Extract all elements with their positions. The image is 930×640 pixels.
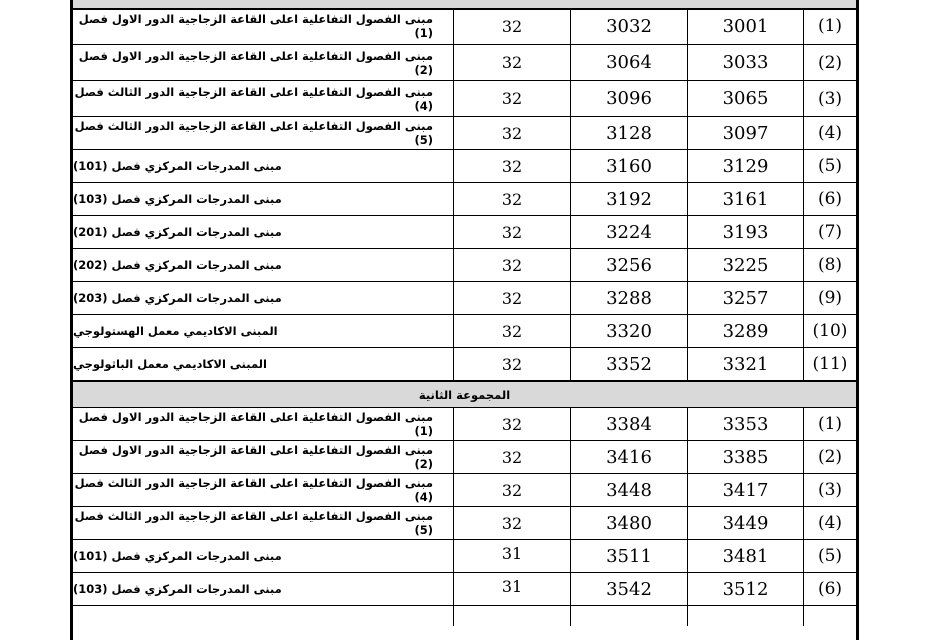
table-row: [73, 441, 856, 474]
table-row: [73, 8, 856, 45]
seat-to-cell: 3320: [571, 315, 688, 347]
seat-from-cell: 3065: [688, 81, 804, 116]
row-index-cell: (6): [817, 579, 843, 599]
location-cell: مبنى الفصول التفاعلية اعلى القاعة الزجاجية الدور الثالث فصل (5): [73, 117, 454, 149]
seat-to-cell: 3416: [571, 441, 688, 473]
seat-to-cell: 3542: [571, 573, 688, 605]
location-cell: مبنى المدرجات المركزي فصل (201): [73, 216, 454, 248]
location-cell: مبنى الفصول التفاعلية اعلى القاعة الزجاجية الدور الثالث فصل (4): [73, 81, 454, 116]
seat-to-cell: 3352: [571, 348, 688, 380]
seating-table: [73, 8, 856, 626]
count-cell: 32: [454, 216, 571, 248]
seat-from-cell: 3449: [688, 507, 804, 539]
row-index-cell: [804, 606, 856, 626]
group-two-heading: المجموعة الثانية: [73, 381, 856, 408]
row-index-cell: (2): [817, 52, 843, 73]
table-row: [73, 117, 856, 150]
count-cell: 32: [454, 474, 571, 506]
location-cell: مبنى الفصول التفاعلية اعلى القاعة الزجاجية الدور الثالث فصل (4): [73, 474, 454, 506]
count-cell: 32: [454, 81, 571, 116]
row-index-cell: (2): [817, 447, 843, 467]
seat-to-cell: 3064: [571, 45, 688, 80]
seat-to-cell: 3511: [571, 540, 688, 572]
location-cell: مبنى الفصول التفاعلية اعلى القاعة الزجاجية الدور الثالث فصل (5): [73, 507, 454, 539]
table-row: [73, 183, 856, 216]
count-cell: 32: [454, 45, 571, 80]
location-cell: مبنى الفصول التفاعلية اعلى القاعة الزجاجية الدور الاول فصل (2): [73, 441, 454, 473]
table-row: [73, 348, 856, 381]
location-cell: مبنى المدرجات المركزي فصل (103): [73, 573, 454, 605]
row-index-cell: (6): [817, 189, 843, 209]
seat-from-cell: 3417: [688, 474, 804, 506]
table-row: [73, 81, 856, 117]
seating-table-sheet: [70, 0, 859, 640]
seat-from-cell: 3385: [688, 441, 804, 473]
table-row: [73, 216, 856, 249]
seat-from-cell: 3353: [688, 408, 804, 440]
row-index-cell: (4): [817, 123, 843, 143]
row-index-cell: (4): [817, 513, 843, 533]
seat-from-cell: 3225: [688, 249, 804, 281]
seat-to-cell: 3480: [571, 507, 688, 539]
count-cell: 31: [454, 540, 571, 572]
seat-to-cell: 3224: [571, 216, 688, 248]
count-cell: 32: [454, 348, 571, 380]
count-cell: 32: [454, 117, 571, 149]
seat-from-cell: 3161: [688, 183, 804, 215]
table-row: [73, 408, 856, 441]
table-row: [73, 507, 856, 540]
location-cell: مبنى المدرجات المركزي فصل (101): [73, 540, 454, 572]
count-cell: 32: [454, 408, 571, 440]
row-index-cell: (1): [817, 16, 843, 36]
location-cell: [73, 606, 454, 626]
location-cell: مبنى المدرجات المركزي فصل (101): [73, 150, 454, 182]
table-row: [73, 150, 856, 183]
count-cell: 31: [454, 573, 571, 605]
row-index-cell: (3): [817, 480, 843, 500]
seat-to-cell: 3192: [571, 183, 688, 215]
table-row-partial: [73, 606, 856, 626]
seat-to-cell: 3384: [571, 408, 688, 440]
count-cell: 32: [454, 282, 571, 314]
row-index-cell: (10): [812, 321, 848, 341]
table-row: [73, 573, 856, 606]
seat-from-cell: 3257: [688, 282, 804, 314]
seat-from-cell: 3033: [688, 45, 804, 80]
seat-from-cell: 3001: [688, 8, 804, 44]
seat-from-cell: 3129: [688, 150, 804, 182]
row-index-cell: (1): [817, 414, 843, 434]
location-cell: المبنى الاكاديمي معمل الهستولوجي: [73, 315, 454, 347]
seat-from-cell: 3321: [688, 348, 804, 380]
seat-to-cell: 3448: [571, 474, 688, 506]
count-cell: 32: [454, 249, 571, 281]
count-cell: [454, 606, 571, 626]
seat-from-cell: 3097: [688, 117, 804, 149]
count-cell: 32: [454, 8, 571, 44]
location-cell: مبنى المدرجات المركزي فصل (202): [73, 249, 454, 281]
row-index-cell: (5): [817, 156, 843, 176]
row-index-cell: (5): [817, 546, 843, 566]
table-row: [73, 540, 856, 573]
location-cell: مبنى المدرجات المركزي فصل (103): [73, 183, 454, 215]
row-index-cell: (9): [817, 288, 843, 308]
seat-to-cell: 3096: [571, 81, 688, 116]
table-row: [73, 282, 856, 315]
seat-to-cell: 3288: [571, 282, 688, 314]
seat-to-cell: 3160: [571, 150, 688, 182]
count-cell: 32: [454, 507, 571, 539]
location-cell: مبنى الفصول التفاعلية اعلى القاعة الزجاجية الدور الاول فصل (1): [73, 408, 454, 440]
location-cell: مبنى الفصول التفاعلية اعلى القاعة الزجاجية الدور الاول فصل (1): [73, 8, 454, 44]
seat-to-cell: 3128: [571, 117, 688, 149]
row-index-cell: (11): [812, 354, 848, 374]
location-cell: المبنى الاكاديمي معمل الباثولوجي: [73, 348, 454, 380]
count-cell: 32: [454, 150, 571, 182]
location-cell: مبنى الفصول التفاعلية اعلى القاعة الزجاجية الدور الاول فصل (2): [73, 45, 454, 80]
table-row: [73, 45, 856, 81]
table-row: [73, 315, 856, 348]
seat-to-cell: 3256: [571, 249, 688, 281]
count-cell: 32: [454, 315, 571, 347]
seat-to-cell: [571, 606, 688, 626]
row-index-cell: (8): [817, 255, 843, 275]
seat-from-cell: 3481: [688, 540, 804, 572]
row-index-cell: (7): [817, 222, 843, 242]
table-row: [73, 474, 856, 507]
seat-from-cell: 3512: [688, 573, 804, 605]
seat-from-cell: [688, 606, 804, 626]
count-cell: 32: [454, 183, 571, 215]
row-index-cell: (3): [817, 88, 843, 109]
location-cell: مبنى المدرجات المركزي فصل (203): [73, 282, 454, 314]
count-cell: 32: [454, 441, 571, 473]
seat-to-cell: 3032: [571, 8, 688, 44]
table-row: [73, 249, 856, 282]
seat-from-cell: 3289: [688, 315, 804, 347]
seat-from-cell: 3193: [688, 216, 804, 248]
